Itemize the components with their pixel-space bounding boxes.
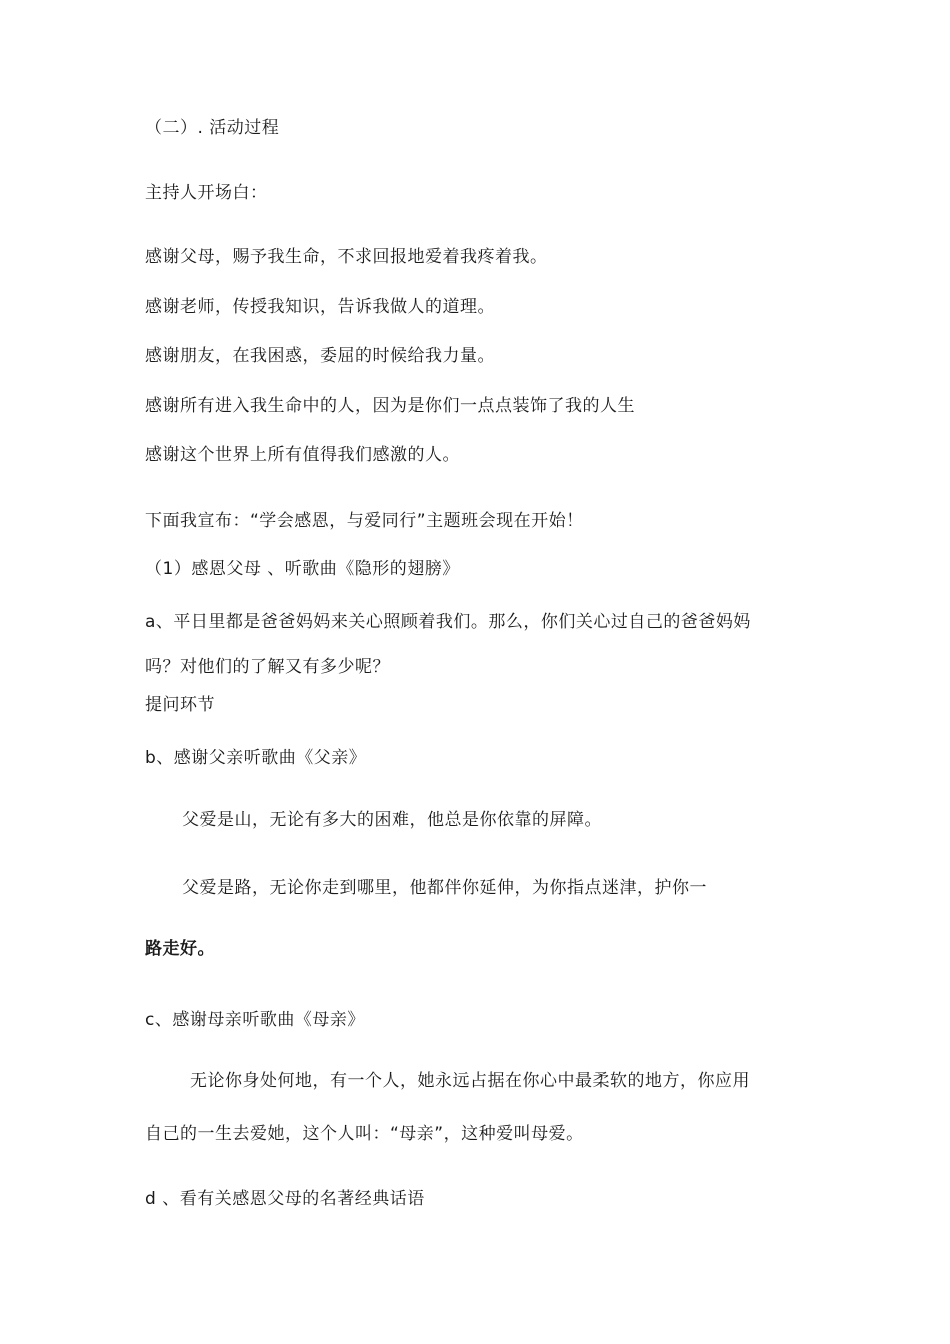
mother-line2: 自己的一生去爱她，这个人叫：“母亲”，这种爱叫母爱。 bbox=[145, 1124, 584, 1144]
item-a-line2: 吗？对他们的了解又有多少呢？ bbox=[145, 657, 390, 677]
host-opening: 主持人开场白： bbox=[145, 183, 268, 203]
item-a-line1: a、平日里都是爸爸妈妈来关心照顾着我们。那么，你们关心过自己的爸爸妈妈 bbox=[145, 612, 751, 632]
thanks-everyone: 感谢所有进入我生命中的人，因为是你们一点点装饰了我的人生 bbox=[145, 396, 635, 416]
section-heading: （二）. 活动过程 bbox=[145, 118, 280, 138]
item-c: c、感谢母亲听歌曲《母亲》 bbox=[145, 1010, 365, 1030]
thanks-world: 感谢这个世界上所有值得我们感激的人。 bbox=[145, 445, 460, 465]
mother-line1: 无论你身处何地，有一个人，她永远占据在你心中最柔软的地方，你应用 bbox=[190, 1071, 750, 1091]
part1-heading: （1）感恩父母 、听歌曲《隐形的翅膀》 bbox=[145, 559, 460, 579]
item-b: b、感谢父亲听歌曲《父亲》 bbox=[145, 748, 367, 768]
item-d: d 、看有关感恩父母的名著经典话语 bbox=[145, 1189, 425, 1209]
father-line1: 父爱是山，无论有多大的困难，他总是你依靠的屏障。 bbox=[182, 810, 602, 830]
father-line3: 路走好。 bbox=[145, 939, 215, 959]
qa-label: 提问环节 bbox=[145, 695, 215, 715]
announcement: 下面我宣布：“学会感恩，与爱同行”主题班会现在开始！ bbox=[145, 511, 584, 531]
thanks-teachers: 感谢老师，传授我知识，告诉我做人的道理。 bbox=[145, 297, 495, 317]
father-line2: 父爱是路，无论你走到哪里，他都伴你延伸，为你指点迷津，护你一 bbox=[182, 878, 707, 898]
thanks-parents: 感谢父母，赐予我生命，不求回报地爱着我疼着我。 bbox=[145, 247, 548, 267]
thanks-friends: 感谢朋友，在我困惑，委屈的时候给我力量。 bbox=[145, 346, 495, 366]
